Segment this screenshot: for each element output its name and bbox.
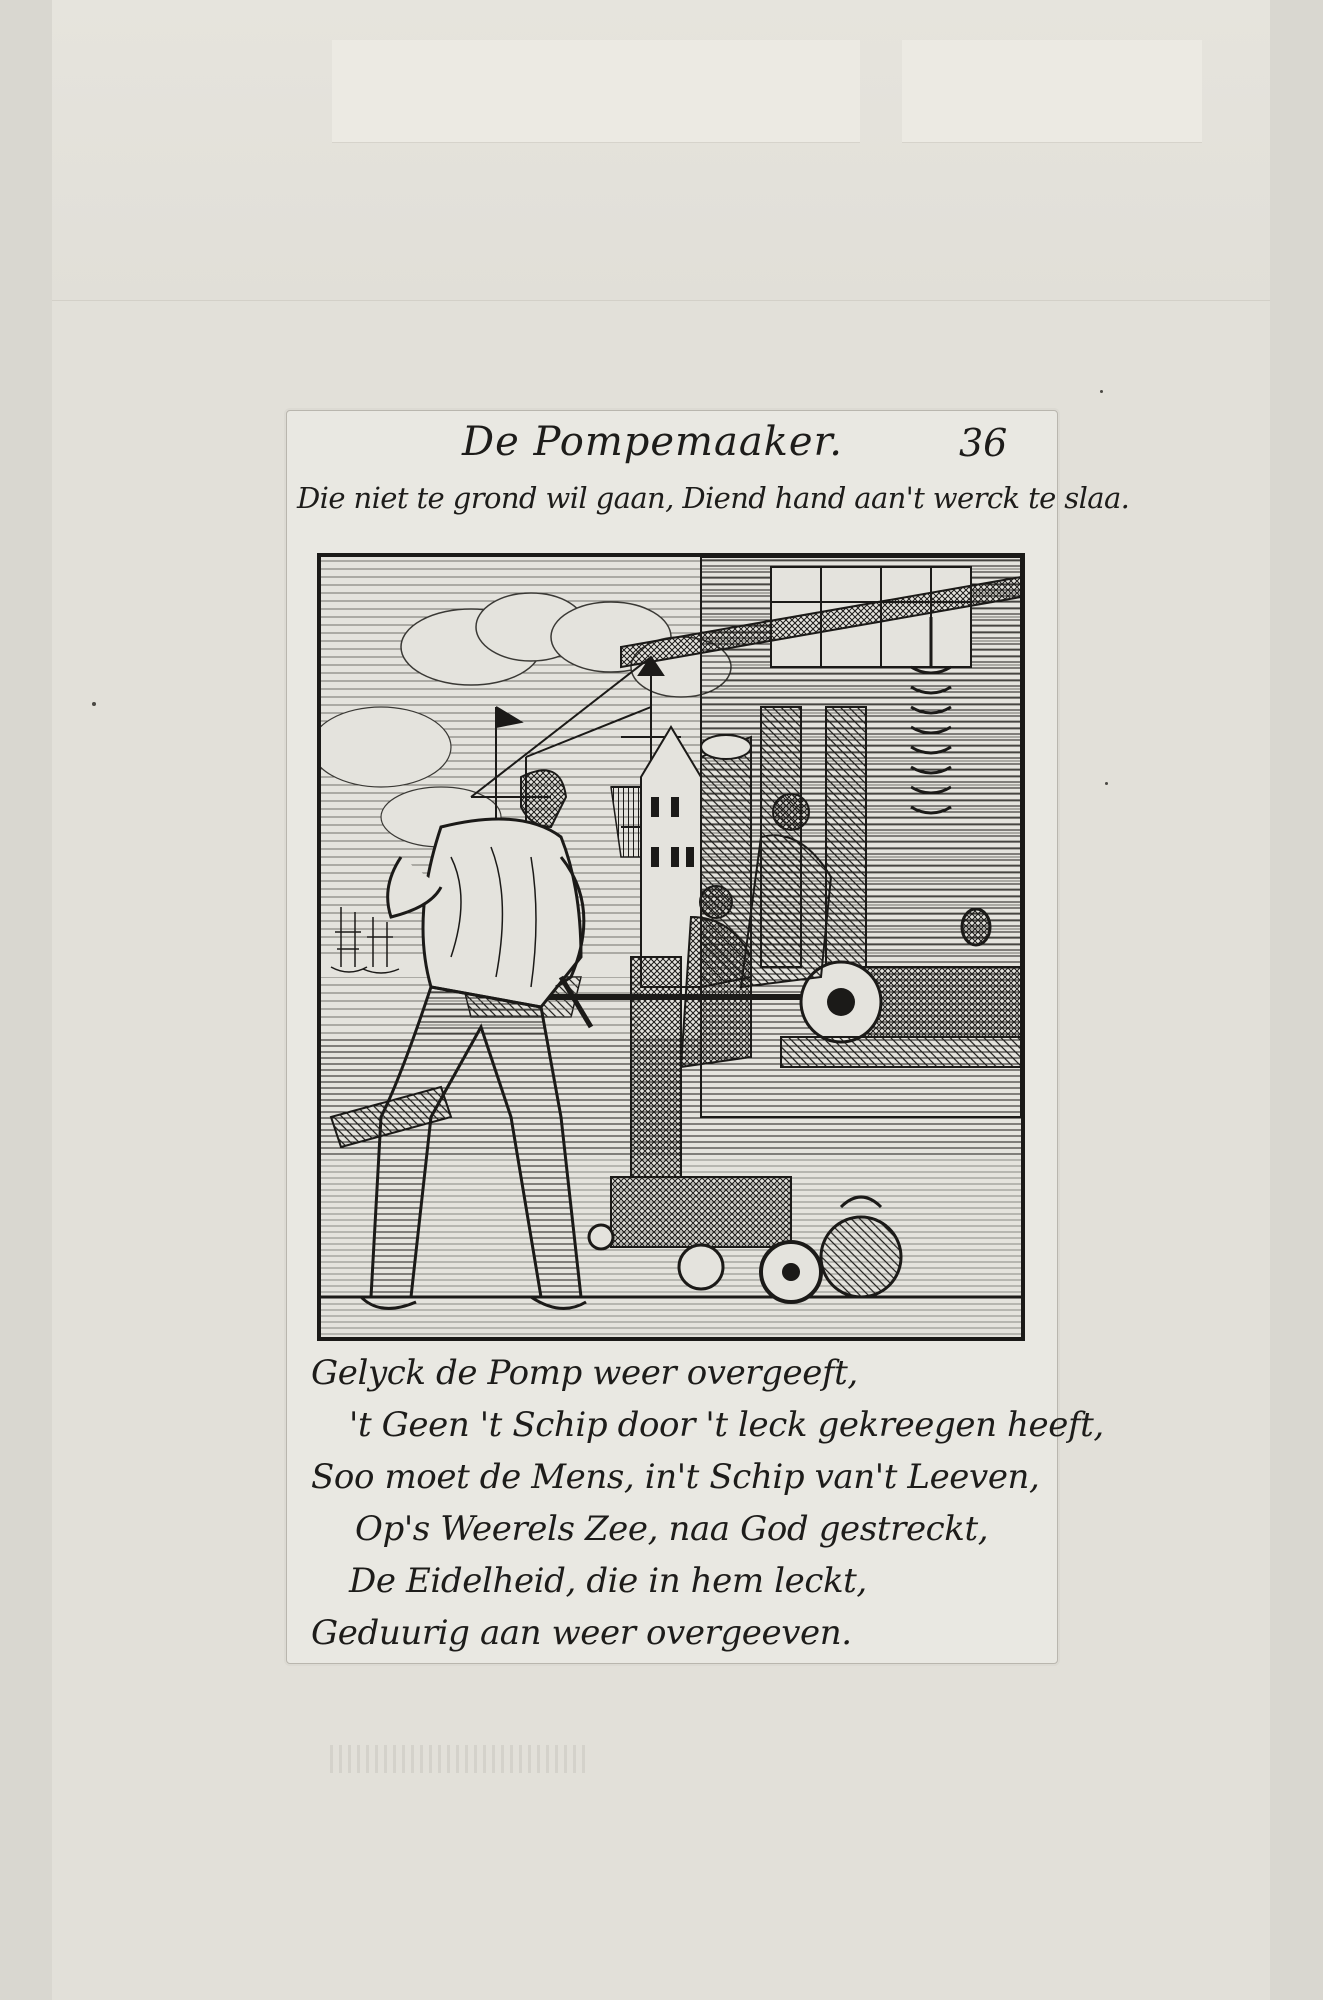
verse-block <box>311 1347 1104 1659</box>
verse-line: Gelyck de Pomp weer overgeeft, <box>311 1353 858 1393</box>
verse-line: Geduurig aan weer overgeeven. <box>311 1613 852 1653</box>
paper-speck <box>1105 782 1108 785</box>
title-row <box>287 419 1057 479</box>
verse-line: Op's Weerels Zee, naa God gestreckt, <box>355 1509 989 1549</box>
verse-line: De Eidelheid, die in hem leckt, <box>349 1561 867 1601</box>
paper-speck <box>92 702 96 706</box>
mounting-tape <box>52 0 1270 300</box>
print-motto: Die niet te grond wil gaan, Diend hand aan't werck te slaa. <box>297 481 1130 515</box>
tape-segment <box>902 40 1202 143</box>
verse-line: 't Geen 't Schip door 't leck gekreegen heeft, <box>349 1405 1104 1445</box>
plate-number: 36 <box>959 421 1008 465</box>
print-plate <box>286 410 1130 1664</box>
engraving-scene <box>321 557 1021 1337</box>
paper-speck <box>1100 390 1103 393</box>
verse-line: Soo moet de Mens, in't Schip van't Leeven, <box>311 1457 1040 1497</box>
faint-stamp-mark <box>330 1745 590 1773</box>
tape-segment <box>332 40 860 143</box>
engraving-illustration <box>317 553 1025 1341</box>
print-title: De Pompemaaker. <box>462 419 844 465</box>
